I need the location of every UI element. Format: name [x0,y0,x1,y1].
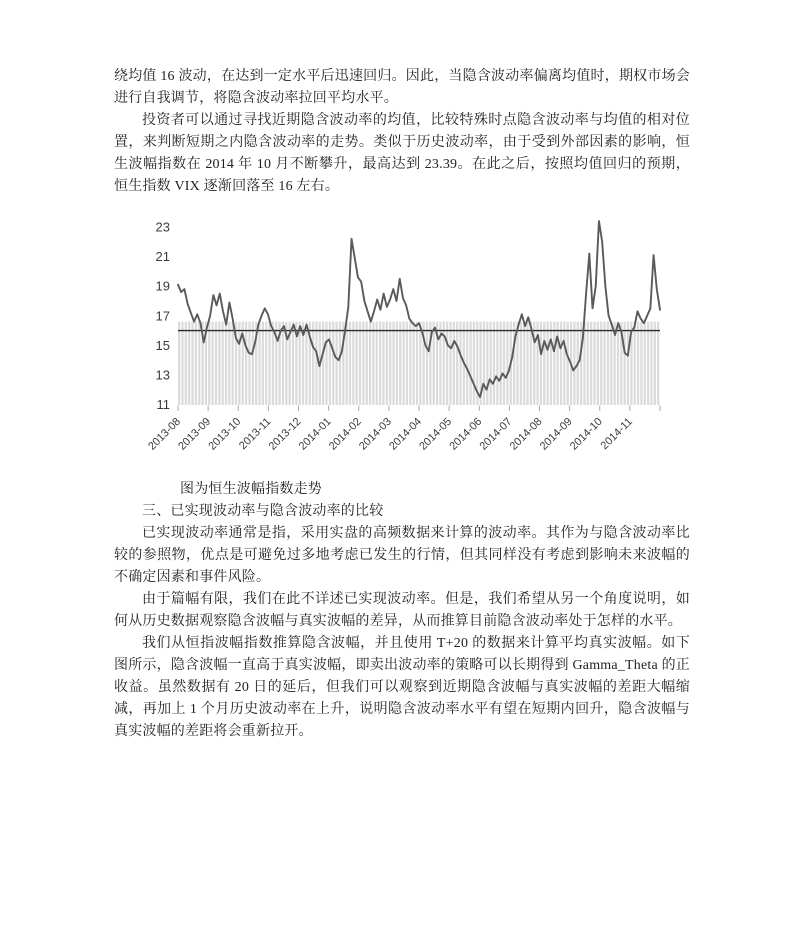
hsi-volatility-chart [148,212,668,480]
section-heading: 三、已实现波动率与隐含波动率的比较 [142,504,384,519]
x-axis-label: 2013-09 [176,415,214,453]
x-axis-label: 2013-10 [206,415,244,453]
intro-text-block [114,66,690,198]
paragraph-scope-note: 由于篇幅有限，我们在此不详述已实现波动率。但是，我们希望从另一个角度说明，如何从历史数据观察隐含波幅与真实波幅的差异，从而推算目前隐含波动率处于怎样的水平。 [114,592,690,629]
x-axis-label: 2013-11 [237,415,274,453]
paragraph-investor-mean: 投资者可以通过寻找近期隐含波动率的均值，比较特殊时点隐含波动率与均值的相对位置，来判断短期之内隐含波动率的走势。类似于历史波动率，由于受到外部因素的影响，恒生波幅指数在 2014 年 10 月不断攀升，最高达到 23.39。在此之后，按照均值回归的预期，恒生指数 VIX 逐渐回落至 16 左右。 [114,113,690,194]
y-axis-label: 23 [155,219,170,235]
x-axis-label: 2013-08 [148,415,184,453]
x-axis-label: 2014-02 [326,415,364,453]
paragraph-gamma-theta: 我们从恒指波幅指数推算隐含波幅，并且使用 T+20 的数据来计算平均真实波幅。如下图所示，隐含波幅一直高于真实波幅，即卖出波动率的策略可以长期得到 Gamma_Theta 的正收益。虽然数据有 20 日的延后，但我们可以观察到近期隐含波幅与真实波幅的差距大幅缩减，再加上 1 个月历史波动率在上升，说明隐含波动率水平有望在短期内回升，隐含波幅与真实波幅的差距将会重新拉开。 [114,636,690,739]
x-axis-label: 2014-04 [387,415,425,453]
x-axis-label: 2014-01 [296,415,334,453]
y-axis-label: 13 [155,367,170,383]
y-axis-label: 21 [155,249,170,265]
x-axis-label: 2014-09 [537,415,575,453]
x-axis-label: 2013-12 [266,415,304,453]
x-axis-label: 2014-05 [417,415,455,453]
y-axis-label: 19 [155,278,170,294]
y-axis-label: 15 [155,337,170,353]
background-bars [178,322,659,405]
body-text-block [114,479,690,743]
hsi-volatility-chart-svg [148,212,668,480]
x-axis-label: 2014-07 [477,415,515,453]
x-axis-label: 2014-08 [507,415,545,453]
paragraph-realized-vol: 已实现波动率通常是指，采用实盘的高频数据来计算的波动率。其作为与隐含波动率比较的参照物，优点是可避免过多地考虑已发生的行情，但其同样没有考虑到影响未来波幅的不确定因素和事件风险。 [114,526,690,585]
x-axis-label: 2014-10 [567,415,605,453]
y-axis-label: 11 [156,397,170,412]
chart-caption: 图为恒生波幅指数走势 [180,482,322,497]
y-axis-label: 17 [155,308,170,324]
paragraph-mean-reversion: 绕均值 16 波动，在达到一定水平后迅速回归。因此，当隐含波动率偏离均值时，期权市场会进行自我调节，将隐含波动率拉回平均水平。 [114,69,690,106]
x-axis-ticks [178,406,660,412]
x-axis-label: 2014-06 [447,415,485,453]
x-axis-label: 2014-11 [598,415,635,453]
x-axis-label: 2014-03 [356,415,394,453]
